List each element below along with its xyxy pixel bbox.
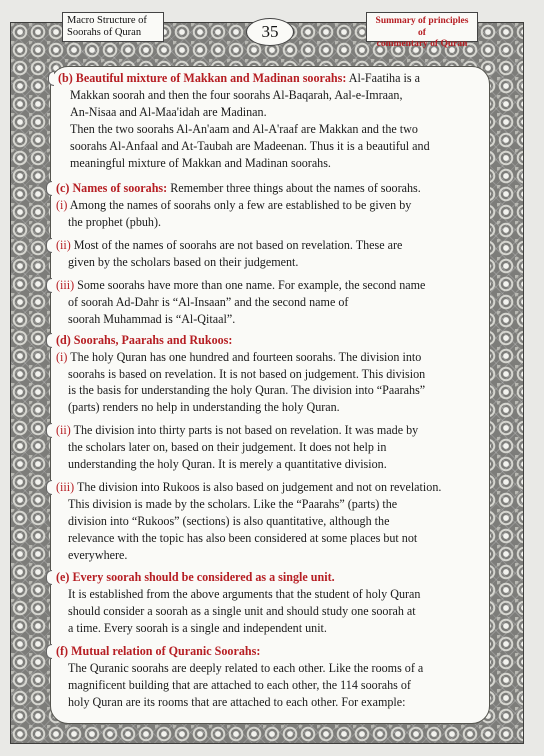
item-number: (ii): [56, 238, 71, 253]
section-f-heading: (f) Mutual relation of Quranic Soorahs:: [56, 644, 261, 659]
section-b-line: soorahs Al-Anfaal and At-Taubah are Madeenan. Thus it is a beautiful and: [70, 138, 430, 153]
section-f: [56, 643, 488, 711]
section-d-item: [56, 349, 488, 366]
section-f-line: The Quranic soorahs are deeply related to each other. Like the rooms of a: [68, 661, 424, 675]
section-marker: [46, 644, 52, 659]
section-c-item: [56, 197, 488, 214]
item-text: is the basis for understanding the holy Quran. The division into “Paarahs”: [68, 383, 426, 398]
item-number: (i): [56, 198, 68, 213]
item-text: The division into Rukoos is also based on judgement and not on revelation.: [74, 479, 442, 494]
section-d-item: [56, 422, 488, 439]
section-b-line: Then the two soorahs Al-An'aam and Al-A'raaf are Makkan and the two: [70, 121, 418, 136]
section-c-heading: (c) Names of soorahs:: [56, 181, 168, 196]
running-head-right-line2: commentary of Quran: [376, 39, 468, 49]
section-c: [56, 180, 488, 327]
section-c-item: [56, 237, 488, 254]
item-text: soorah Muhammad is “Al-Qitaal”.: [68, 311, 236, 326]
running-head-left-line2: Soorahs of Quran: [67, 27, 142, 38]
section-b-text: Al-Faatiha is a: [346, 71, 420, 85]
item-marker: [46, 238, 52, 253]
item-text: of soorah Ad-Dahr is “Al-Insaan” and the second name of: [68, 294, 349, 309]
item-marker: [46, 480, 52, 495]
section-d: [56, 332, 488, 564]
running-head-right: [366, 12, 478, 49]
section-e-line: should consider a soorah as a single unit and should study one soorah at: [68, 604, 416, 619]
item-text: understanding the holy Quran. It is merely a quantitative division.: [68, 457, 387, 472]
item-text: The holy Quran has one hundred and fourteen soorahs. The division into: [67, 349, 422, 364]
section-b-line: Makkan soorah and then the four soorahs Al-Baqarah, Aal-e-Imraan,: [70, 87, 403, 102]
section-marker: [46, 333, 52, 348]
item-text: Some soorahs have more than one name. For example, the second name: [74, 277, 426, 292]
item-text: the scholars later on, based on their judgement. It does not help in: [68, 440, 387, 455]
section-e-line: It is established from the above arguments that the student of holy Quran: [68, 587, 421, 602]
item-number: (iii): [56, 479, 75, 494]
item-text: everywhere.: [68, 547, 128, 562]
item-text: Among the names of soorahs only a few are established to be given by: [67, 198, 412, 213]
section-d-heading: (d) Soorahs, Paarahs and Rukoos:: [56, 332, 233, 347]
section-e: [56, 569, 488, 637]
page-body: [56, 70, 488, 711]
item-text: Most of the names of soorahs are not based on revelation. These are: [70, 238, 403, 253]
section-marker: [48, 71, 54, 86]
running-head-left-line1: Macro Structure of: [67, 15, 147, 26]
section-b-line: An-Nisaa and Al-Maa'idah are Madinan.: [70, 104, 267, 119]
section-e-line: a time. Every soorah is a single and independent unit.: [68, 621, 327, 636]
section-e-heading: (e) Every soorah should be considered as a single unit.: [56, 570, 335, 585]
section-f-line: magnificent building that are attached to each other, the 114 soorahs of: [68, 677, 411, 692]
section-b-heading: (b) Beautiful mixture of Makkan and Madinan soorahs:: [58, 71, 347, 85]
item-number: (i): [56, 349, 68, 364]
item-number: (ii): [56, 423, 71, 438]
item-marker: [46, 278, 52, 293]
item-text: soorahs is based on revelation. It is not based on judgement. This division: [68, 366, 426, 381]
running-head-left: [62, 12, 164, 42]
item-text: (parts) renders no help in understanding the holy Quran.: [68, 400, 340, 415]
section-b-line: meaningful mixture of Makkan and Madinan soorahs.: [70, 155, 331, 170]
item-text: This division is made by the scholars. Like the “Paarahs” (parts) the: [68, 496, 398, 511]
section-d-item: [56, 479, 488, 496]
page-number: 35: [246, 18, 294, 46]
item-text: relevance with the topic has also been considered at some places but not: [68, 530, 418, 545]
section-f-line: holy Quran are its rooms that are attached to each other. For example:: [68, 694, 406, 709]
section-marker: [46, 181, 52, 196]
item-text: The division into thirty parts is not based on revelation. It was made by: [70, 423, 419, 438]
section-marker: [46, 570, 52, 585]
item-text: division into “Rukoos” (sections) is also quantitative, although the: [68, 513, 390, 528]
item-text: the prophet (pbuh).: [68, 215, 162, 230]
item-text: given by the scholars based on their judgement.: [68, 255, 299, 270]
item-number: (iii): [56, 277, 75, 292]
section-c-item: [56, 277, 488, 294]
running-head-right-line1: Summary of principles of: [375, 16, 469, 38]
item-marker: [46, 423, 52, 438]
section-c-intro: Remember three things about the names of soorahs.: [167, 181, 421, 196]
section-b: [58, 70, 488, 171]
